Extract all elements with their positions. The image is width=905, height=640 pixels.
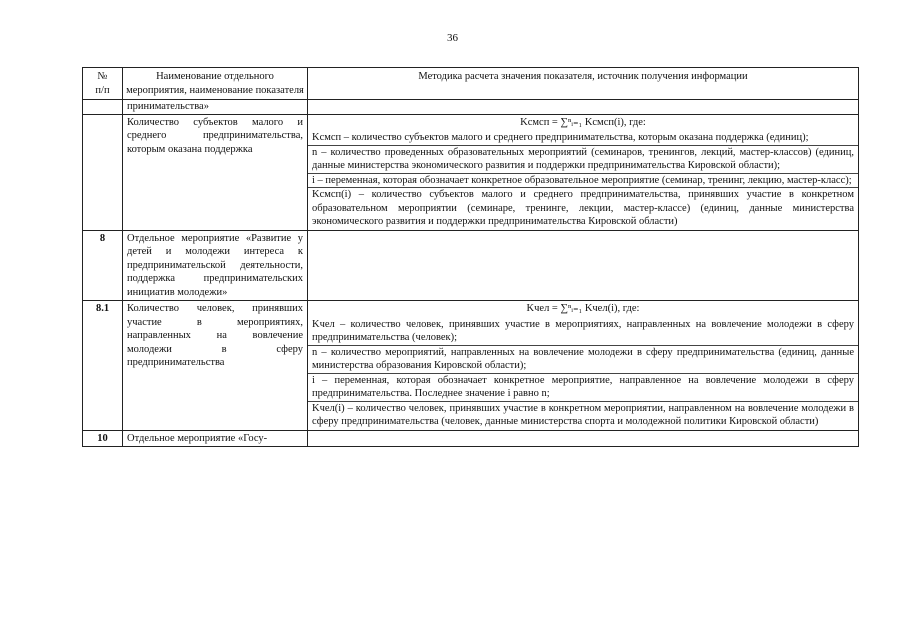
formula-explanation: i – переменная, которая обозначает конкретное мероприятие, направленное на вовлечение молодежи в сферу предпринимательства. Последнее значение i равно n; xyxy=(308,373,858,401)
row-method xyxy=(308,114,859,230)
formula: Kчел = ∑ⁿᵢ₌₁ Kчел(i), где: xyxy=(526,303,640,314)
table-row xyxy=(83,301,859,431)
row-name: Отдельное мероприятие «Госу- xyxy=(123,430,308,447)
row-num: 10 xyxy=(83,430,123,447)
formula: Kсмсп = ∑ⁿᵢ₌₁ Kсмсп(i), где: xyxy=(520,116,646,128)
formula-explanation: Kсмсп – количество субъектов малого и среднего предпринимательства, которым оказана поддержка (единиц); xyxy=(312,132,809,143)
row-num: 8.1 xyxy=(83,301,123,431)
indicators-table xyxy=(82,67,859,447)
row-num xyxy=(83,114,123,230)
header-name: Наименование отдельного мероприятия, наименование показателя xyxy=(123,68,308,100)
page-number: 36 xyxy=(447,32,458,44)
row-name: Количество субъектов малого и среднего предпринимательства, которым оказана поддержка xyxy=(123,114,308,230)
continuation-text: принимательства» xyxy=(123,100,308,115)
table-header-row xyxy=(83,68,859,100)
formula-explanation: i – переменная, которая обозначает конкретное образовательное мероприятие (семинар, тренинг, лекцию, мастер-класс); xyxy=(308,173,858,188)
formula-explanation: Kчел – количество человек, принявших участие в мероприятиях, направленных на вовлечение молодежи в сферу предпринимательства (человек); xyxy=(312,318,854,343)
formula-explanation: Kсмсп(i) – количество субъектов малого и среднего предпринимательства, принявших участие в конкретном образовательном мероприятии (семинаре, тренинге, лекции, мастер-классе) (единиц, данные министерства экономического развития и поддержки предпринимательства Кировской области) xyxy=(308,187,858,229)
formula-explanation: Kчел(i) – количество человек, принявших участие в конкретном мероприятии, направленном на вовлечение молодежи в сферу предпринимательства (человек, данные министерства спорта и молодежной политики Кировской области) xyxy=(308,401,858,429)
header-num: № п/п xyxy=(83,68,123,100)
table-row xyxy=(83,114,859,230)
formula-explanation: n – количество проведенных образовательных мероприятий (семинаров, тренингов, лекций, мастер-классов) (единиц, данные министерства экономического развития и поддержки предпринимательства Кировской области); xyxy=(308,145,858,173)
row-num: 8 xyxy=(83,230,123,301)
header-method: Методика расчета значения показателя, источник получения информации xyxy=(308,68,859,100)
row-method xyxy=(308,301,859,431)
row-name: Отдельное мероприятие «Развитие у детей и молодежи интереса к предпринимательской деятельности, поддержка предпринимательских инициатив молодежи» xyxy=(123,230,308,301)
table-row xyxy=(83,100,859,115)
row-name: Количество человек, принявших участие в мероприятиях, направленных на вовлечение молодежи в сферу предпринимательства xyxy=(123,301,308,431)
table-row xyxy=(83,230,859,301)
formula-explanation: n – количество мероприятий, направленных на вовлечение молодежи в сферу предпринимательства (единиц, данные министерства образования Кировской области); xyxy=(308,345,858,373)
table-row xyxy=(83,430,859,447)
